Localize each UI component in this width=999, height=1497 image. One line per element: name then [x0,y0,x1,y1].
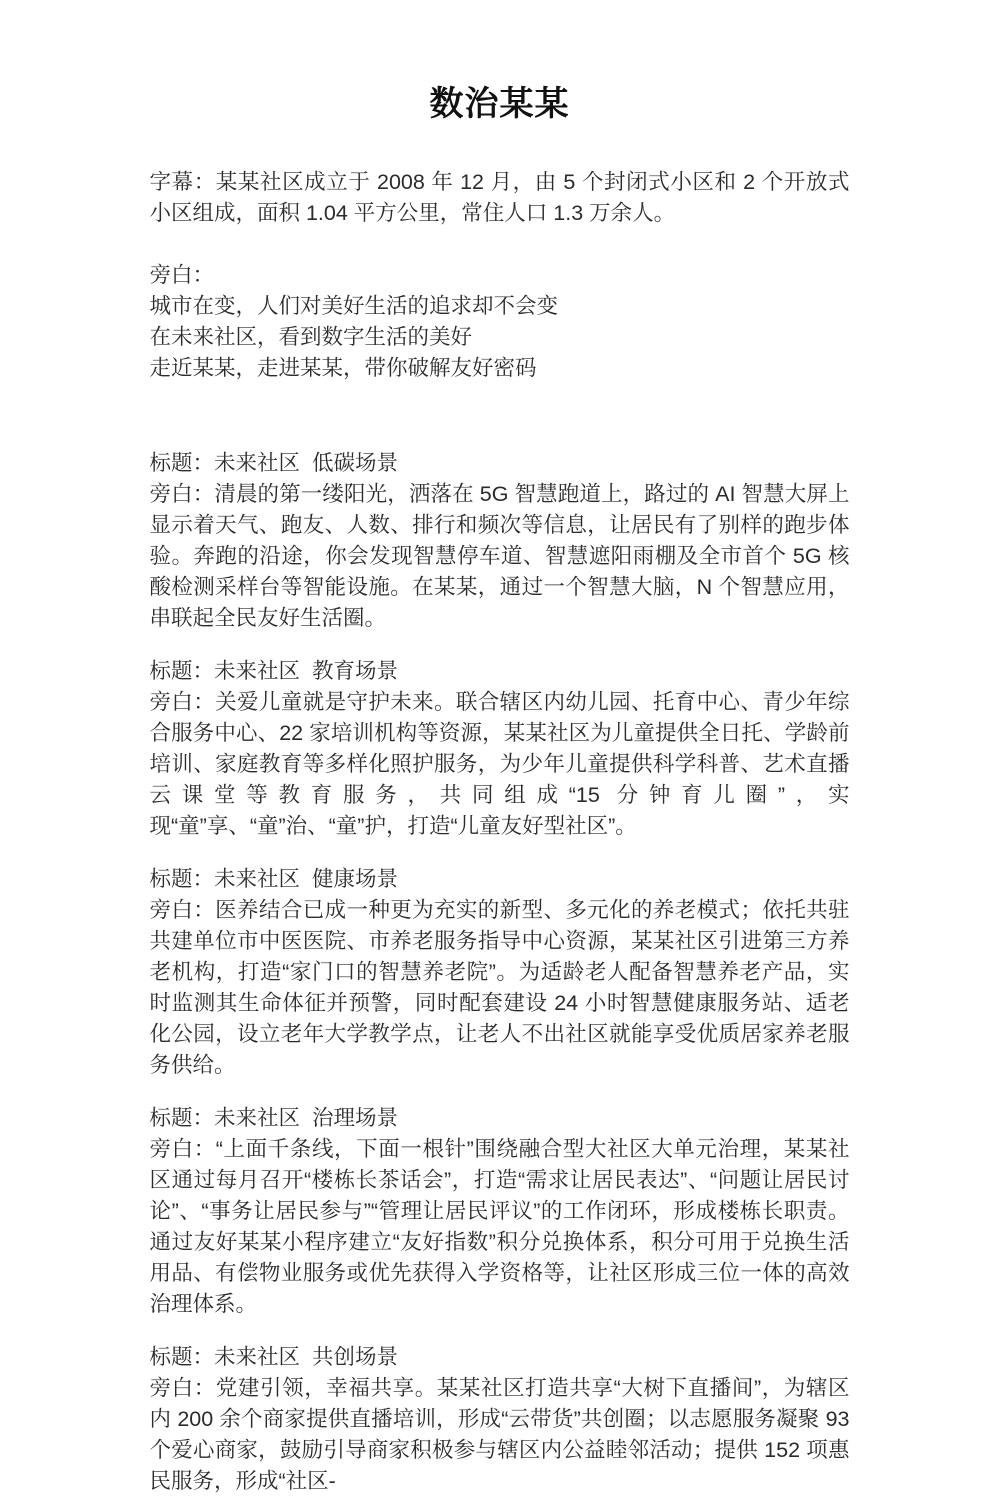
scene-heading: 标题：未来社区 健康场景 [149,866,398,891]
scene-narration: 旁白：医养结合已成一种更为充实的新型、多元化的养老模式；依托共驻共建单位市中医医院、市养老服务指导中心资源，某某社区引进第三方养老机构，打造“家门口的智慧养老院”。为适龄老人配备智慧养老产品，实时监测其生命体征并预警，同时配套建设 24 小时智慧健康服务站、适老化公园，设立老年大学教学点，让老人不出社区就能享受优质居家养老服务供给。 [149,897,850,1077]
scene-section-cocreation [150,1342,850,1497]
scene-heading: 标题：未来社区 低碳场景 [149,450,398,475]
scene-narration: 旁白：党建引领，幸福共享。某某社区打造共享“大树下直播间”，为辖区内 200 余个商家提供直播培训，形成“云带货”共创圈；以志愿服务凝聚 93 个爱心商家，鼓励引导商家积极参与辖区内公益睦邻活动；提供 152 项惠民服务，形成“社区- [149,1375,850,1493]
scene-heading: 标题：未来社区 共创场景 [149,1344,398,1369]
narration-line: 走近某某，走进某某，带你破解友好密码 [149,355,537,380]
scene-section-health [150,864,850,1081]
scene-section-education [150,656,850,842]
scene-narration: 旁白：清晨的第一缕阳光，洒落在 5G 智慧跑道上，路过的 AI 智慧大屏上显示着天气、跑友、人数、排行和频次等信息，让居民有了别样的跑步体验。奔跑的沿途，你会发现智慧停车道、智慧遮阳雨棚及全市首个 5G 核酸检测采样台等智能设施。在某某，通过一个智慧大脑，N 个智慧应用，串联起全民友好生活圈。 [149,481,850,630]
narration-block [150,260,850,384]
page-title: 数治某某 [429,85,570,123]
subtitle-paragraph: 字幕：某某社区成立于 2008 年 12 月，由 5 个封闭式小区和 2 个开放式小区组成，面积 1.04 平方公里，常住人口 1.3 万余人。 [149,169,850,225]
scene-section-governance [150,1103,850,1320]
scene-heading: 标题：未来社区 教育场景 [149,658,398,683]
scene-section-low-carbon [150,448,850,634]
narration-label: 旁白： [149,262,215,287]
scene-narration: 旁白：关爱儿童就是守护未来。联合辖区内幼儿园、托育中心、青少年综合服务中心、22 家培训机构等资源，某某社区为儿童提供全日托、学龄前培训、家庭教育等多样化照护服务，为少年儿童提供科学科普、艺术直播云课堂等教育服务，共同组成“15 分钟育儿圈”，实现“童”享、“童”治、“童”护，打造“儿童友好型社区”。 [149,689,850,838]
scene-heading: 标题：未来社区 治理场景 [149,1105,398,1130]
scene-narration: 旁白：“上面千条线，下面一根针”围绕融合型大社区大单元治理，某某社区通过每月召开“楼栋长茶话会”，打造“需求让居民表达”、“问题让居民讨论”、“事务让居民参与”“管理让居民评议”的工作闭环，形成楼栋长职责。通过友好某某小程序建立“友好指数”积分兑换体系，积分可用于兑换生活用品、有偿物业服务或优先获得入学资格等，让社区形成三位一体的高效治理体系。 [149,1136,850,1316]
document-body [150,125,850,1497]
narration-line: 在未来社区，看到数字生活的美好 [149,324,473,349]
narration-line: 城市在变，人们对美好生活的追求却不会变 [149,293,559,318]
